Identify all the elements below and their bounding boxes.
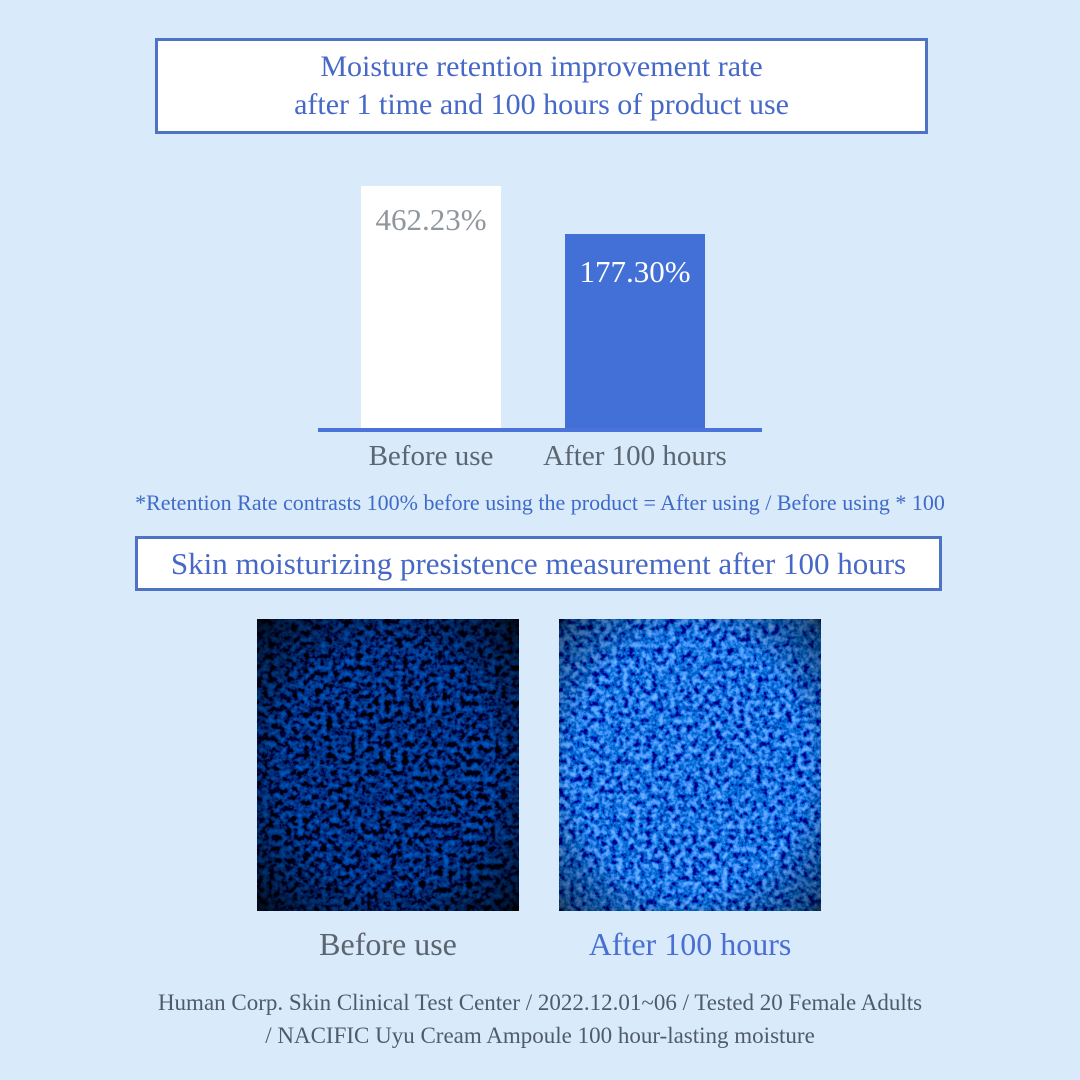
section1-title-line1: Moisture retention improvement rate <box>320 50 763 83</box>
section2-title: Skin moisturizing presistence measurement after 100 hours <box>170 545 907 581</box>
chart-baseline <box>318 428 762 432</box>
moisture-bar-chart <box>0 0 1080 470</box>
bar-after-value-label: 177.30% <box>579 254 691 289</box>
bar-before-value-label: 462.23% <box>375 202 487 237</box>
chart-category-after: After 100 hours <box>543 440 727 472</box>
bar-after-100-hours <box>565 234 705 430</box>
section2-title-box <box>135 536 942 591</box>
skin-scan-after-texture <box>559 619 821 911</box>
scan-label-after: After 100 hours <box>588 926 792 962</box>
chart-category-before: Before use <box>368 440 494 472</box>
retention-rate-footnote: *Retention Rate contrasts 100% before using the product = After using / Before using * 100 <box>135 490 945 515</box>
footer-line2: / NACIFIC Uyu Cream Ampoule 100 hour-lasting moisture <box>265 1023 815 1048</box>
footer-line1: Human Corp. Skin Clinical Test Center / 2022.12.01~06 / Tested 20 Female Adults <box>157 990 923 1015</box>
scan-label-before: Before use <box>319 926 457 962</box>
skin-scan-before-texture <box>257 619 519 911</box>
skin-scan-before-image <box>257 619 519 911</box>
test-credentials-footer <box>0 986 1080 1052</box>
bar-before-use <box>361 186 501 430</box>
section1-title-line2: after 1 time and 100 hours of product use <box>294 88 789 121</box>
skin-scan-after-image <box>559 619 821 911</box>
